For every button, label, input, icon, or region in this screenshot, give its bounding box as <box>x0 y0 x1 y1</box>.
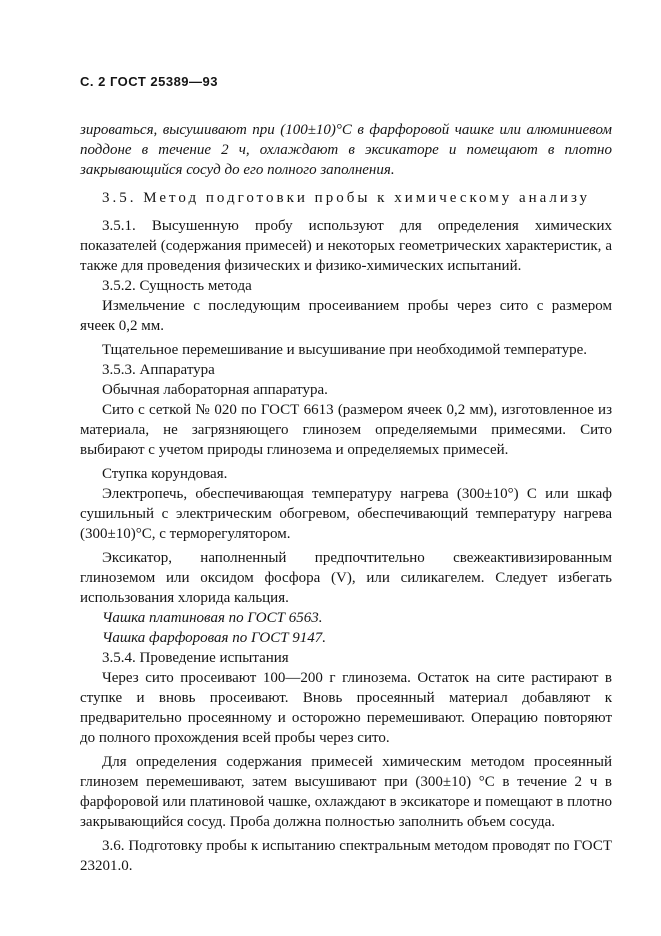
paragraph: Измельчение с последующим просеиванием пробы через сито с размером ячеек 0,2 мм. <box>80 298 612 334</box>
paragraph: 3.6. Подготовку пробы к испытанию спектральным методом проводят по ГОСТ 23201.0. <box>80 838 612 874</box>
paragraph: Чашка платиновая по ГОСТ 6563. <box>102 610 323 626</box>
document-body <box>80 120 612 876</box>
paragraph: Через сито просеивают 100—200 г глинозема. Остаток на сите растирают в ступке и вновь просеивают. Вновь просеянный материал добавляют к предварительно просеянному и осторожно перемешивают. Операцию повторяют до полного прохождения всей пробы через сито. <box>80 670 612 746</box>
document-page <box>80 74 612 876</box>
paragraph: 3.5.3. Аппаратура <box>102 362 215 378</box>
paragraph: Эксикатор, наполненный предпочтительно свежеактивизированным глиноземом или оксидом фосфора (V), или силикагелем. Следует избегать использования хлорида кальция. <box>80 550 612 606</box>
page-header: С. 2 ГОСТ 25389—93 <box>80 74 218 89</box>
paragraph: Чашка фарфоровая по ГОСТ 9147. <box>102 630 327 646</box>
paragraph: Тщательное перемешивание и высушивание при необходимой температуре. <box>102 342 588 358</box>
paragraph: 3.5.4. Проведение испытания <box>102 650 289 666</box>
paragraph: Электропечь, обеспечивающая температуру нагрева (300±10°) С или шкаф сушильный с электрическим обогревом, обеспечивающий температуру нагрева (300±10)°С, с терморегулятором. <box>80 486 612 542</box>
paragraph: Обычная лабораторная аппаратура. <box>102 382 328 398</box>
paragraph: 3.5.1. Высушенную пробу используют для определения химических показателей (содержания примесей) и некоторых геометрических характеристик, а также для проведения физических и физико-химических испытаний. <box>80 218 612 274</box>
paragraph: 3.5.2. Сущность метода <box>102 278 252 294</box>
paragraph: зироваться, высушивают при (100±10)°С в фарфоровой чашке или алюминиевом поддоне в течение 2 ч, охлаждают в эксикаторе и помещают в плотно закрывающийся сосуд до его полного заполнения. <box>80 122 612 178</box>
paragraph: Ступка корундовая. <box>102 466 228 482</box>
paragraph: Сито с сеткой № 020 по ГОСТ 6613 (размером ячеек 0,2 мм), изготовленное из материала, не загрязняющего глинозем определяемыми примесями. Сито выбирают с учетом природы глинозема и определяемых примесей. <box>80 402 612 458</box>
paragraph: Для определения содержания примесей химическим методом просеянный глинозем перемешивают, затем высушивают при (300±10) °С в течение 2 ч в фарфоровой или платиновой чашке, охлаждают в эксикаторе и помещают в плотно закрывающийся сосуд. Проба должна полностью заполнить объем сосуда. <box>80 754 612 830</box>
paragraph: 3.5. Метод подготовки пробы к химическому анализу <box>102 190 591 206</box>
